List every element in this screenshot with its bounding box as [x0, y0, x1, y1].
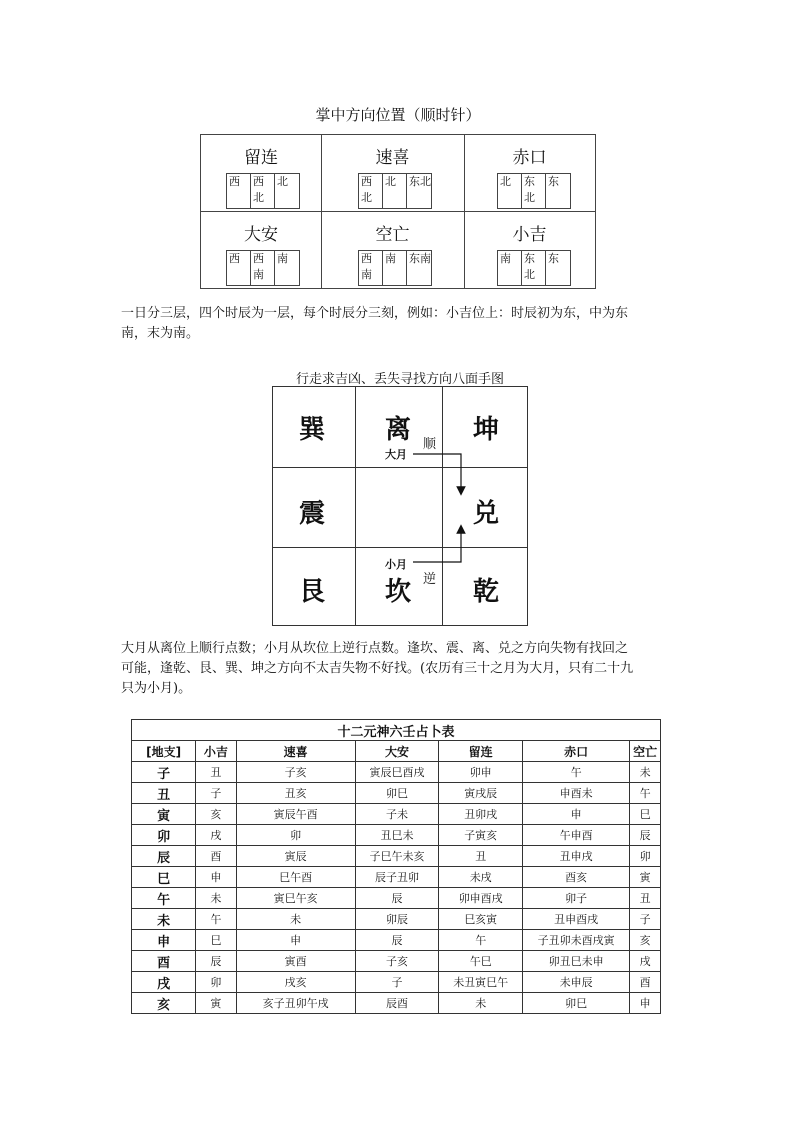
table-cell: 子巳午未亥 — [355, 846, 439, 867]
cell-liulian — [201, 135, 321, 211]
table-cell: 丑申戌 — [523, 846, 630, 867]
paragraph-line: 可能，逢乾、艮、巽、坤之方向不太吉失物不好找。(农历有三十之月为大月，只有二十九 — [121, 661, 634, 676]
table-header-cell: 大安 — [355, 741, 439, 762]
table-cell: 戌亥 — [236, 972, 355, 993]
table-cell: 卯丑巳未申 — [523, 951, 630, 972]
table-cell: 巳午酉 — [236, 867, 355, 888]
table-cell: 卯 — [196, 972, 236, 993]
direction: 南 — [498, 251, 522, 285]
direction: 南 — [277, 252, 288, 265]
table-cell: 卯 — [236, 825, 355, 846]
table-cell: 卯子 — [523, 888, 630, 909]
direction: 西 — [227, 251, 251, 285]
table-row — [132, 804, 661, 825]
table-row — [132, 783, 661, 804]
table-row — [132, 930, 661, 951]
ni-label: 逆 — [423, 572, 437, 587]
cell-name: 速喜 — [375, 148, 410, 168]
branch-cell: 子 — [132, 762, 196, 783]
table-cell: 戌 — [196, 825, 236, 846]
table-cell: 申 — [523, 804, 630, 825]
clockwise-arrow — [413, 454, 461, 491]
branch-cell: 未 — [132, 909, 196, 930]
trigram-kun: 坤 — [473, 415, 500, 445]
direction-box — [358, 250, 432, 286]
table-row — [132, 888, 661, 909]
paragraph-1 — [121, 304, 681, 344]
table-row — [132, 909, 661, 930]
table-cell: 寅 — [630, 867, 661, 888]
table-cell: 申酉未 — [523, 783, 630, 804]
divination-table — [131, 719, 661, 1014]
table-cell: 丑 — [196, 762, 236, 783]
table-header-cell: [地支] — [132, 741, 196, 762]
table-cell: 巳 — [196, 930, 236, 951]
table-cell: 子 — [630, 909, 661, 930]
table-cell: 申 — [196, 867, 236, 888]
table-cell: 丑 — [630, 888, 661, 909]
table-cell: 寅戌辰 — [439, 783, 523, 804]
table-cell: 午 — [630, 783, 661, 804]
counterclockwise-arrow — [413, 529, 461, 562]
direction: 西北 — [251, 174, 275, 208]
direction-box — [226, 173, 300, 209]
table-cell: 子亥 — [236, 762, 355, 783]
trigram-qian: 乾 — [473, 577, 500, 607]
trigram-gen: 艮 — [299, 577, 326, 607]
paragraph-line: 一日分三层，四个时辰为一层，每个时辰分三刻，例如：小吉位上：时辰初为东，中为东 — [121, 306, 629, 321]
shun-label: 顺 — [423, 437, 437, 452]
table-row — [132, 825, 661, 846]
direction: 东南 — [409, 252, 431, 265]
direction: 东 — [548, 252, 559, 265]
table-row — [132, 846, 661, 867]
paragraph-2 — [121, 639, 681, 699]
table-cell: 子丑卯未酉戌寅 — [523, 930, 630, 951]
table-cell: 辰 — [630, 825, 661, 846]
table-cell: 丑卯戌 — [439, 804, 523, 825]
small-month-label: 小月 — [385, 558, 407, 571]
table-cell: 未 — [196, 888, 236, 909]
table-cell: 寅辰巳酉戌 — [355, 762, 439, 783]
table-cell: 子寅亥 — [439, 825, 523, 846]
trigram-dui: 兑 — [473, 499, 500, 529]
table-cell: 酉亥 — [523, 867, 630, 888]
direction: 西南 — [251, 251, 275, 285]
table-cell: 亥 — [630, 930, 661, 951]
arrow-overlay — [273, 387, 527, 625]
table-row — [132, 951, 661, 972]
table-cell: 辰酉 — [355, 993, 439, 1014]
cell-chikou — [464, 135, 595, 211]
table-row — [132, 867, 661, 888]
cell-name: 大安 — [244, 225, 278, 245]
branch-cell: 申 — [132, 930, 196, 951]
direction: 北 — [383, 174, 407, 208]
table-cell: 申 — [236, 930, 355, 951]
table-cell: 亥 — [196, 804, 236, 825]
table-header-cell: 小吉 — [196, 741, 236, 762]
cell-suxi — [321, 135, 464, 211]
table-cell: 酉 — [196, 846, 236, 867]
trigram-li: 离 — [385, 415, 412, 445]
table-cell: 午巳 — [439, 951, 523, 972]
palm-direction-title: 掌中方向位置（顺时针） — [315, 106, 481, 124]
branch-cell: 戌 — [132, 972, 196, 993]
table-cell: 巳 — [630, 804, 661, 825]
table-cell: 子亥 — [355, 951, 439, 972]
table-cell: 寅巳午亥 — [236, 888, 355, 909]
paragraph-line: 南，末为南。 — [121, 326, 200, 341]
direction: 西北 — [359, 174, 383, 208]
table-cell: 辰子丑卯 — [355, 867, 439, 888]
direction: 北 — [498, 174, 522, 208]
table-cell: 卯巳 — [355, 783, 439, 804]
table-cell: 酉 — [630, 972, 661, 993]
paragraph-line: 只为小月)。 — [121, 681, 192, 696]
branch-cell: 寅 — [132, 804, 196, 825]
table-cell: 寅辰 — [236, 846, 355, 867]
direction-box — [226, 250, 300, 286]
direction-box — [358, 173, 432, 209]
table-cell: 辰 — [196, 951, 236, 972]
branch-cell: 巳 — [132, 867, 196, 888]
table-cell: 亥子丑卯午戌 — [236, 993, 355, 1014]
table-cell: 卯 — [630, 846, 661, 867]
paragraph-line: 大月从离位上顺行点数；小月从坎位上逆行点数。逢坎、震、离、兑之方向失物有找回之 — [121, 641, 629, 656]
table-row — [132, 972, 661, 993]
table-cell: 丑亥 — [236, 783, 355, 804]
cell-kongwang — [321, 212, 464, 288]
cell-xiaoji — [464, 212, 595, 288]
table-row — [132, 762, 661, 783]
table-cell: 辰 — [355, 930, 439, 951]
table-cell: 丑巳未 — [355, 825, 439, 846]
table-cell: 寅 — [196, 993, 236, 1014]
table-cell: 未 — [439, 993, 523, 1014]
direction: 西 — [227, 174, 251, 208]
cell-name: 留连 — [244, 148, 278, 168]
branch-cell: 酉 — [132, 951, 196, 972]
cell-name: 小吉 — [512, 225, 547, 245]
table-cell: 卯申 — [439, 762, 523, 783]
table-cell: 卯申酉戌 — [439, 888, 523, 909]
table-cell: 寅辰午酉 — [236, 804, 355, 825]
table-cell: 巳亥寅 — [439, 909, 523, 930]
table-header-cell: 空亡 — [630, 741, 661, 762]
branch-cell: 丑 — [132, 783, 196, 804]
table-cell: 辰 — [355, 888, 439, 909]
cell-name: 空亡 — [375, 225, 410, 245]
direction: 西南 — [359, 251, 383, 285]
table-cell: 丑申酉戌 — [523, 909, 630, 930]
table-cell: 午 — [439, 930, 523, 951]
table-cell: 申 — [630, 993, 661, 1014]
table-cell: 子未 — [355, 804, 439, 825]
table-cell: 午 — [196, 909, 236, 930]
table-cell: 戌 — [630, 951, 661, 972]
table-cell: 午 — [523, 762, 630, 783]
trigram-zhen: 震 — [299, 499, 326, 529]
trigram-kan: 坎 — [385, 577, 412, 607]
branch-cell: 辰 — [132, 846, 196, 867]
direction: 东北 — [409, 175, 431, 188]
table-header-cell: 赤口 — [523, 741, 630, 762]
table-cell: 子 — [355, 972, 439, 993]
direction-box — [497, 173, 571, 209]
table-row — [132, 993, 661, 1014]
table-header-cell: 速喜 — [236, 741, 355, 762]
palm-direction-table — [200, 134, 596, 289]
eight-direction-grid — [272, 386, 528, 626]
table-cell: 卯辰 — [355, 909, 439, 930]
direction: 北 — [277, 175, 288, 188]
table-title: 十二元神六壬占卜表 — [132, 720, 661, 741]
branch-cell: 午 — [132, 888, 196, 909]
table-cell: 子 — [196, 783, 236, 804]
table-cell: 卯巳 — [523, 993, 630, 1014]
direction: 东 — [548, 175, 559, 188]
table-body — [132, 762, 661, 1014]
direction: 南 — [383, 251, 407, 285]
branch-cell: 亥 — [132, 993, 196, 1014]
branch-cell: 卯 — [132, 825, 196, 846]
table-cell: 丑 — [439, 846, 523, 867]
cell-name: 赤口 — [512, 148, 547, 168]
direction: 东北 — [522, 251, 546, 285]
big-month-label: 大月 — [385, 448, 407, 461]
table-cell: 未 — [236, 909, 355, 930]
direction-box — [497, 250, 571, 286]
table-cell: 寅酉 — [236, 951, 355, 972]
trigram-xun: 巽 — [299, 415, 326, 445]
table-cell: 未 — [630, 762, 661, 783]
table-header-cell: 留连 — [439, 741, 523, 762]
cell-daan — [201, 212, 321, 288]
table-cell: 午申酉 — [523, 825, 630, 846]
direction: 东北 — [522, 174, 546, 208]
table-header-row — [132, 741, 661, 762]
table-cell: 未申辰 — [523, 972, 630, 993]
table-cell: 未戌 — [439, 867, 523, 888]
eight-direction-title: 行走求吉凶、丢失寻找方向八面手图 — [295, 372, 504, 387]
table-cell: 未丑寅巳午 — [439, 972, 523, 993]
